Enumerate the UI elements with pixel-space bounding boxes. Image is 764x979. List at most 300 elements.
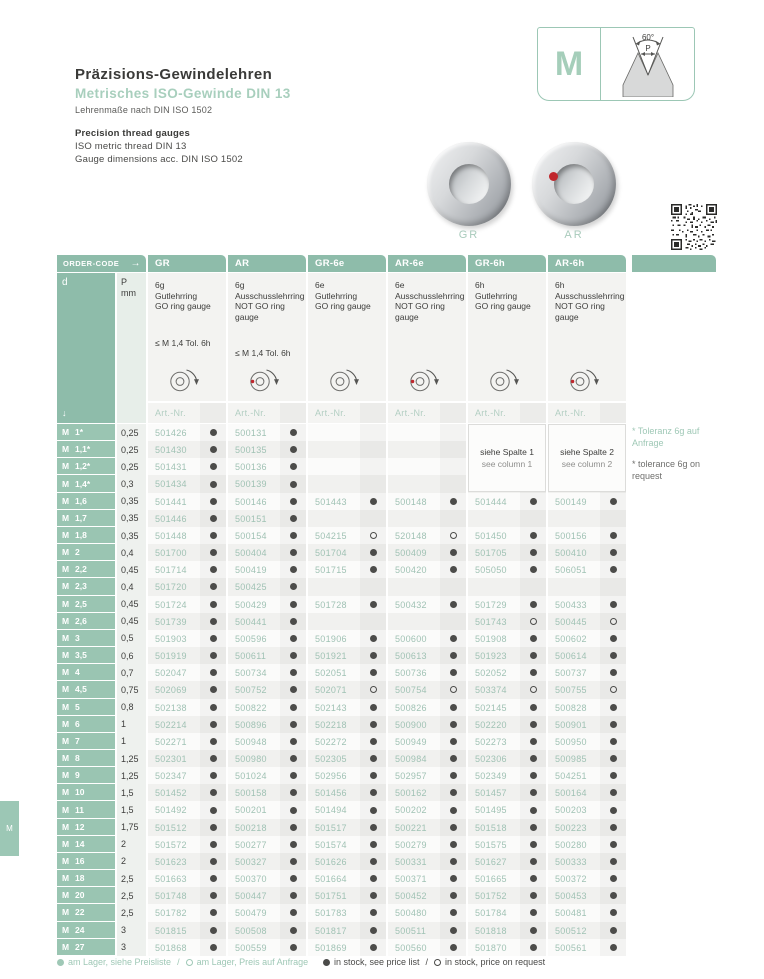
dot-column-band — [360, 922, 386, 939]
thread-letter: M — [538, 28, 601, 100]
article-cell — [308, 733, 386, 750]
pitch-value: 1,5 — [117, 784, 146, 801]
filled-dot-icon — [323, 959, 330, 966]
in-stock-dot — [210, 704, 217, 711]
pitch-value: 1,5 — [117, 801, 146, 818]
in-stock-dot — [210, 652, 217, 659]
article-number: 500479 — [235, 908, 267, 919]
article-cell — [228, 750, 306, 767]
dot-column-band — [520, 664, 546, 681]
article-number: 501818 — [475, 925, 507, 936]
in-stock-dot — [450, 652, 457, 659]
price-on-request-dot — [450, 686, 457, 693]
article-cell — [548, 699, 626, 716]
pitch-value: 2,5 — [117, 904, 146, 921]
pitch-value: 0,3 — [117, 475, 146, 492]
column-note — [315, 338, 382, 350]
dot-column-band — [360, 699, 386, 716]
dot-column-band — [440, 870, 466, 887]
article-cell — [228, 458, 306, 475]
column-tab-gr-6h: GR-6h — [468, 255, 546, 272]
in-stock-dot — [370, 892, 377, 899]
article-number: 501908 — [475, 633, 507, 644]
article-cell — [228, 887, 306, 904]
in-stock-dot — [370, 549, 377, 556]
in-stock-dot — [290, 601, 297, 608]
article-number: 501700 — [155, 548, 187, 559]
in-stock-dot — [450, 944, 457, 951]
in-stock-dot — [450, 892, 457, 899]
dot-column-band — [360, 664, 386, 681]
article-cell — [548, 887, 626, 904]
thread-size: 2,5 — [75, 598, 87, 609]
in-stock-dot — [370, 738, 377, 745]
dot-column-band — [440, 750, 466, 767]
dot-column-band — [520, 613, 546, 630]
article-cell — [228, 475, 306, 492]
dot-column-band — [200, 510, 226, 527]
article-cell — [468, 853, 546, 870]
article-cell — [148, 836, 226, 853]
dot-column-band — [440, 801, 466, 818]
dot-column-band — [200, 681, 226, 698]
in-stock-dot — [290, 807, 297, 814]
in-stock-dot — [450, 669, 457, 676]
article-number: 500452 — [395, 891, 427, 902]
artnr-cell — [228, 403, 306, 423]
dot-column-band — [520, 853, 546, 870]
article-number — [548, 578, 600, 595]
row-label — [57, 887, 115, 904]
article-cell — [228, 561, 306, 578]
dot-column-band — [200, 403, 226, 423]
article-number: 501782 — [155, 908, 187, 919]
column-note: ≤ M 1,4 Tol. 6h — [235, 348, 291, 358]
dot-column-band — [600, 596, 626, 613]
in-stock-dot — [530, 789, 537, 796]
article-number — [308, 613, 360, 630]
in-stock-dot — [610, 601, 617, 608]
article-cell — [308, 904, 386, 921]
in-stock-dot — [530, 927, 537, 934]
article-number: 500559 — [235, 942, 267, 953]
price-on-request-dot — [370, 686, 377, 693]
article-number: 501426 — [155, 428, 187, 438]
article-cell — [388, 939, 466, 956]
article-number: 500131 — [235, 428, 267, 438]
article-cell — [148, 922, 226, 939]
article-number: 501024 — [235, 771, 267, 782]
article-cell — [228, 681, 306, 698]
article-cell — [468, 613, 546, 630]
dot-column-band — [360, 596, 386, 613]
legend-separator: / — [425, 957, 429, 967]
pitch-value: 0,25 — [117, 441, 146, 458]
pitch-header-cell — [117, 273, 146, 423]
article-cell — [548, 493, 626, 510]
tolerance-class-label: 6h — [555, 280, 565, 290]
dot-column-band — [280, 441, 306, 458]
row-label — [57, 664, 115, 681]
dot-column-band — [600, 801, 626, 818]
article-number: 500410 — [555, 548, 587, 559]
down-arrow-icon: ↓ — [62, 408, 67, 418]
in-stock-dot — [290, 549, 297, 556]
thread-size: 22 — [75, 907, 85, 918]
dot-column-band — [360, 630, 386, 647]
pitch-value: 3 — [117, 922, 146, 939]
gauge-type-en: GO ring gauge — [315, 301, 371, 311]
article-cell — [388, 424, 466, 441]
article-cell — [548, 853, 626, 870]
article-cell — [388, 904, 466, 921]
article-number: 500371 — [395, 874, 427, 885]
article-number: 501870 — [475, 942, 507, 953]
stock-legend — [57, 957, 737, 971]
article-number: 501492 — [155, 805, 187, 816]
pitch-value: 1 — [117, 733, 146, 750]
article-cell — [228, 493, 306, 510]
in-stock-dot — [450, 498, 457, 505]
dot-column-band — [280, 544, 306, 561]
in-stock-dot — [370, 927, 377, 934]
dot-column-band — [440, 527, 466, 544]
article-cell — [468, 904, 546, 921]
dot-column-band — [440, 922, 466, 939]
article-cell — [548, 527, 626, 544]
article-number — [388, 613, 440, 630]
article-cell — [148, 441, 226, 458]
article-cell — [228, 784, 306, 801]
in-stock-dot — [210, 772, 217, 779]
article-number: 500156 — [555, 530, 587, 541]
article-cell — [308, 664, 386, 681]
article-cell — [388, 699, 466, 716]
article-cell — [548, 870, 626, 887]
in-stock-dot — [210, 532, 217, 539]
dot-column-band — [200, 578, 226, 595]
in-stock-dot — [450, 789, 457, 796]
row-prefix: M — [62, 907, 70, 918]
row-prefix: M — [62, 478, 70, 489]
article-number: 500896 — [235, 719, 267, 730]
column-desc-gr — [148, 273, 226, 401]
dot-column-band — [200, 836, 226, 853]
article-number: 502143 — [315, 702, 347, 713]
article-cell — [388, 475, 466, 492]
thread-size: 16 — [75, 855, 85, 866]
in-stock-dot — [370, 704, 377, 711]
article-cell — [468, 561, 546, 578]
in-stock-dot — [370, 601, 377, 608]
article-cell — [548, 681, 626, 698]
row-prefix: M — [62, 718, 70, 729]
in-stock-dot — [530, 772, 537, 779]
article-cell — [228, 510, 306, 527]
dot-column-band — [280, 424, 306, 441]
table-row — [57, 544, 757, 561]
legend-german — [57, 957, 308, 967]
in-stock-dot — [370, 498, 377, 505]
article-cell — [308, 750, 386, 767]
dot-column-band — [440, 733, 466, 750]
article-number: 500370 — [235, 874, 267, 885]
article-cell — [468, 596, 546, 613]
article-cell — [148, 544, 226, 561]
article-number: 500734 — [235, 668, 267, 679]
row-label — [57, 424, 115, 441]
article-number: 502218 — [315, 719, 347, 730]
article-number: 500429 — [235, 599, 267, 610]
article-number: 501752 — [475, 891, 507, 902]
article-cell — [548, 801, 626, 818]
dot-column-band — [280, 475, 306, 492]
art-nr-label: Art.-Nr. — [555, 408, 586, 418]
article-number: 501575 — [475, 839, 507, 850]
dot-column-band — [280, 819, 306, 836]
article-cell — [228, 647, 306, 664]
article-number: 500985 — [555, 753, 587, 764]
article-number: 501903 — [155, 633, 187, 644]
in-stock-dot — [370, 635, 377, 642]
article-cell — [548, 939, 626, 956]
article-number: 500203 — [555, 805, 587, 816]
thread-size: 1* — [75, 427, 84, 438]
article-cell — [388, 819, 466, 836]
table-row — [57, 681, 757, 698]
dot-column-band — [360, 527, 386, 544]
price-on-request-dot — [370, 532, 377, 539]
in-stock-dot — [290, 532, 297, 539]
article-cell — [388, 784, 466, 801]
article-number: 500154 — [235, 530, 267, 541]
column-note — [475, 338, 542, 350]
dot-column-band — [360, 613, 386, 630]
article-number: 501729 — [475, 599, 507, 610]
article-cell — [228, 441, 306, 458]
article-number: 501444 — [475, 496, 507, 507]
article-cell — [308, 836, 386, 853]
dot-column-band — [200, 767, 226, 784]
article-number: 500164 — [555, 788, 587, 799]
gauge-type-en: NOT GO ring gauge — [555, 301, 605, 322]
article-cell — [468, 544, 546, 561]
article-cell — [548, 510, 626, 527]
table-body — [57, 424, 757, 956]
in-stock-dot — [530, 807, 537, 814]
go-ring-label: GR — [458, 229, 480, 241]
gauge-type-de: Ausschusslehrring — [395, 290, 465, 301]
article-number: 500611 — [235, 651, 267, 662]
dot-column-band — [360, 784, 386, 801]
row-prefix: M — [62, 855, 70, 866]
in-stock-dot — [370, 875, 377, 882]
article-cell — [148, 527, 226, 544]
thread-size: 9 — [75, 770, 80, 781]
article-number — [308, 441, 360, 458]
dot-column-band — [440, 887, 466, 904]
in-stock-dot — [370, 789, 377, 796]
article-cell — [388, 750, 466, 767]
article-number — [388, 510, 440, 527]
article-cell — [308, 493, 386, 510]
article-number: 500404 — [235, 548, 267, 559]
ring-hole — [449, 164, 489, 204]
article-cell — [228, 819, 306, 836]
in-stock-dot — [210, 669, 217, 676]
dot-column-band — [360, 561, 386, 578]
right-arrow-icon: → — [130, 258, 141, 269]
in-stock-dot — [370, 944, 377, 951]
dot-column-band — [440, 767, 466, 784]
dot-column-band — [280, 904, 306, 921]
p-unit: mm — [121, 288, 136, 298]
row-label — [57, 784, 115, 801]
article-number: 500512 — [555, 925, 587, 936]
article-number: 500280 — [555, 839, 587, 850]
article-cell — [308, 767, 386, 784]
filled-dot-icon — [57, 959, 64, 966]
article-cell — [388, 596, 466, 613]
table-row — [57, 493, 757, 510]
in-stock-dot — [290, 704, 297, 711]
dot-column-band — [440, 836, 466, 853]
article-cell — [388, 836, 466, 853]
in-stock-dot — [610, 772, 617, 779]
article-number: 500560 — [395, 942, 427, 953]
article-cell — [548, 596, 626, 613]
order-code-header — [57, 255, 146, 272]
article-number: 501430 — [155, 445, 187, 456]
in-stock-dot — [210, 635, 217, 642]
table-row — [57, 596, 757, 613]
article-number: 501728 — [315, 599, 347, 610]
dot-column-band — [280, 613, 306, 630]
dot-column-band — [200, 441, 226, 458]
article-cell — [468, 836, 546, 853]
article-cell — [468, 784, 546, 801]
dot-column-band — [600, 664, 626, 681]
table-row — [57, 819, 757, 836]
article-cell — [388, 664, 466, 681]
in-stock-dot — [370, 721, 377, 728]
article-number: 500158 — [235, 788, 267, 799]
dot-column-band — [200, 527, 226, 544]
see-column-2-de: siehe Spalte 2 — [560, 447, 614, 457]
dot-column-band — [440, 578, 466, 595]
in-stock-dot — [610, 549, 617, 556]
dot-column-band — [360, 475, 386, 492]
article-cell — [228, 801, 306, 818]
dot-column-band — [280, 784, 306, 801]
in-stock-dot — [610, 841, 617, 848]
dot-column-band — [280, 922, 306, 939]
article-cell — [148, 784, 226, 801]
dot-column-band — [440, 493, 466, 510]
article-number: 500135 — [235, 445, 267, 456]
dot-column-band — [520, 578, 546, 595]
dot-column-band — [440, 904, 466, 921]
dot-column-band — [600, 904, 626, 921]
article-number: 500149 — [555, 496, 587, 507]
gauge-type-de: Ausschusslehrring — [235, 290, 305, 301]
article-number: 501518 — [475, 822, 507, 833]
article-number: 502306 — [475, 753, 507, 764]
article-number: 500453 — [555, 891, 587, 902]
dot-column-band — [200, 819, 226, 836]
row-prefix: M — [62, 821, 70, 832]
table-row — [57, 801, 757, 818]
thread-size: 11 — [75, 804, 84, 815]
article-cell — [148, 596, 226, 613]
article-number: 501456 — [315, 788, 347, 799]
dot-column-band — [600, 527, 626, 544]
row-label — [57, 870, 115, 887]
dot-column-band — [280, 716, 306, 733]
in-stock-dot — [370, 858, 377, 865]
article-number — [388, 441, 440, 458]
in-stock-dot — [370, 824, 377, 831]
in-stock-dot — [290, 858, 297, 865]
article-number: 502051 — [315, 668, 347, 679]
table-row — [57, 750, 757, 767]
column-tab-gr-6e: GR-6e — [308, 255, 386, 272]
article-number: 500151 — [235, 513, 267, 524]
article-cell — [468, 750, 546, 767]
in-stock-dot — [530, 669, 537, 676]
article-cell — [148, 510, 226, 527]
ring-hole — [554, 164, 594, 204]
in-stock-dot — [210, 807, 217, 814]
gauge-type-de: Gutlehrring — [475, 290, 518, 301]
article-cell — [548, 733, 626, 750]
thread-size: 6 — [75, 718, 80, 729]
in-stock-dot — [610, 635, 617, 642]
article-number: 502138 — [155, 702, 187, 713]
article-cell — [388, 493, 466, 510]
article-cell — [148, 578, 226, 595]
article-cell — [148, 630, 226, 647]
article-number — [308, 510, 360, 527]
pitch-value: 0,25 — [117, 424, 146, 441]
table-row — [57, 630, 757, 647]
article-cell — [548, 544, 626, 561]
thread-size: 12 — [75, 821, 85, 832]
dot-column-band — [280, 733, 306, 750]
article-number: 501431 — [155, 462, 187, 473]
article-cell — [148, 939, 226, 956]
article-number: 501720 — [155, 582, 187, 593]
row-label — [57, 939, 115, 956]
in-stock-dot — [530, 875, 537, 882]
in-stock-dot — [210, 498, 217, 505]
article-number: 500828 — [555, 702, 587, 713]
article-number: 501623 — [155, 856, 187, 867]
dimensions-note-en: Gauge dimensions acc. DIN ISO 1502 — [75, 154, 243, 165]
article-number: 500425 — [235, 582, 267, 593]
table-row — [57, 870, 757, 887]
article-cell — [228, 836, 306, 853]
article-number: 500949 — [395, 736, 427, 747]
article-number: 501923 — [475, 651, 507, 662]
article-number: 501494 — [315, 805, 347, 816]
article-number: 502957 — [395, 771, 427, 782]
in-stock-dot — [210, 789, 217, 796]
article-cell — [228, 939, 306, 956]
pitch-value: 2,5 — [117, 870, 146, 887]
article-number: 502305 — [315, 753, 347, 764]
article-number: 501705 — [475, 548, 507, 559]
